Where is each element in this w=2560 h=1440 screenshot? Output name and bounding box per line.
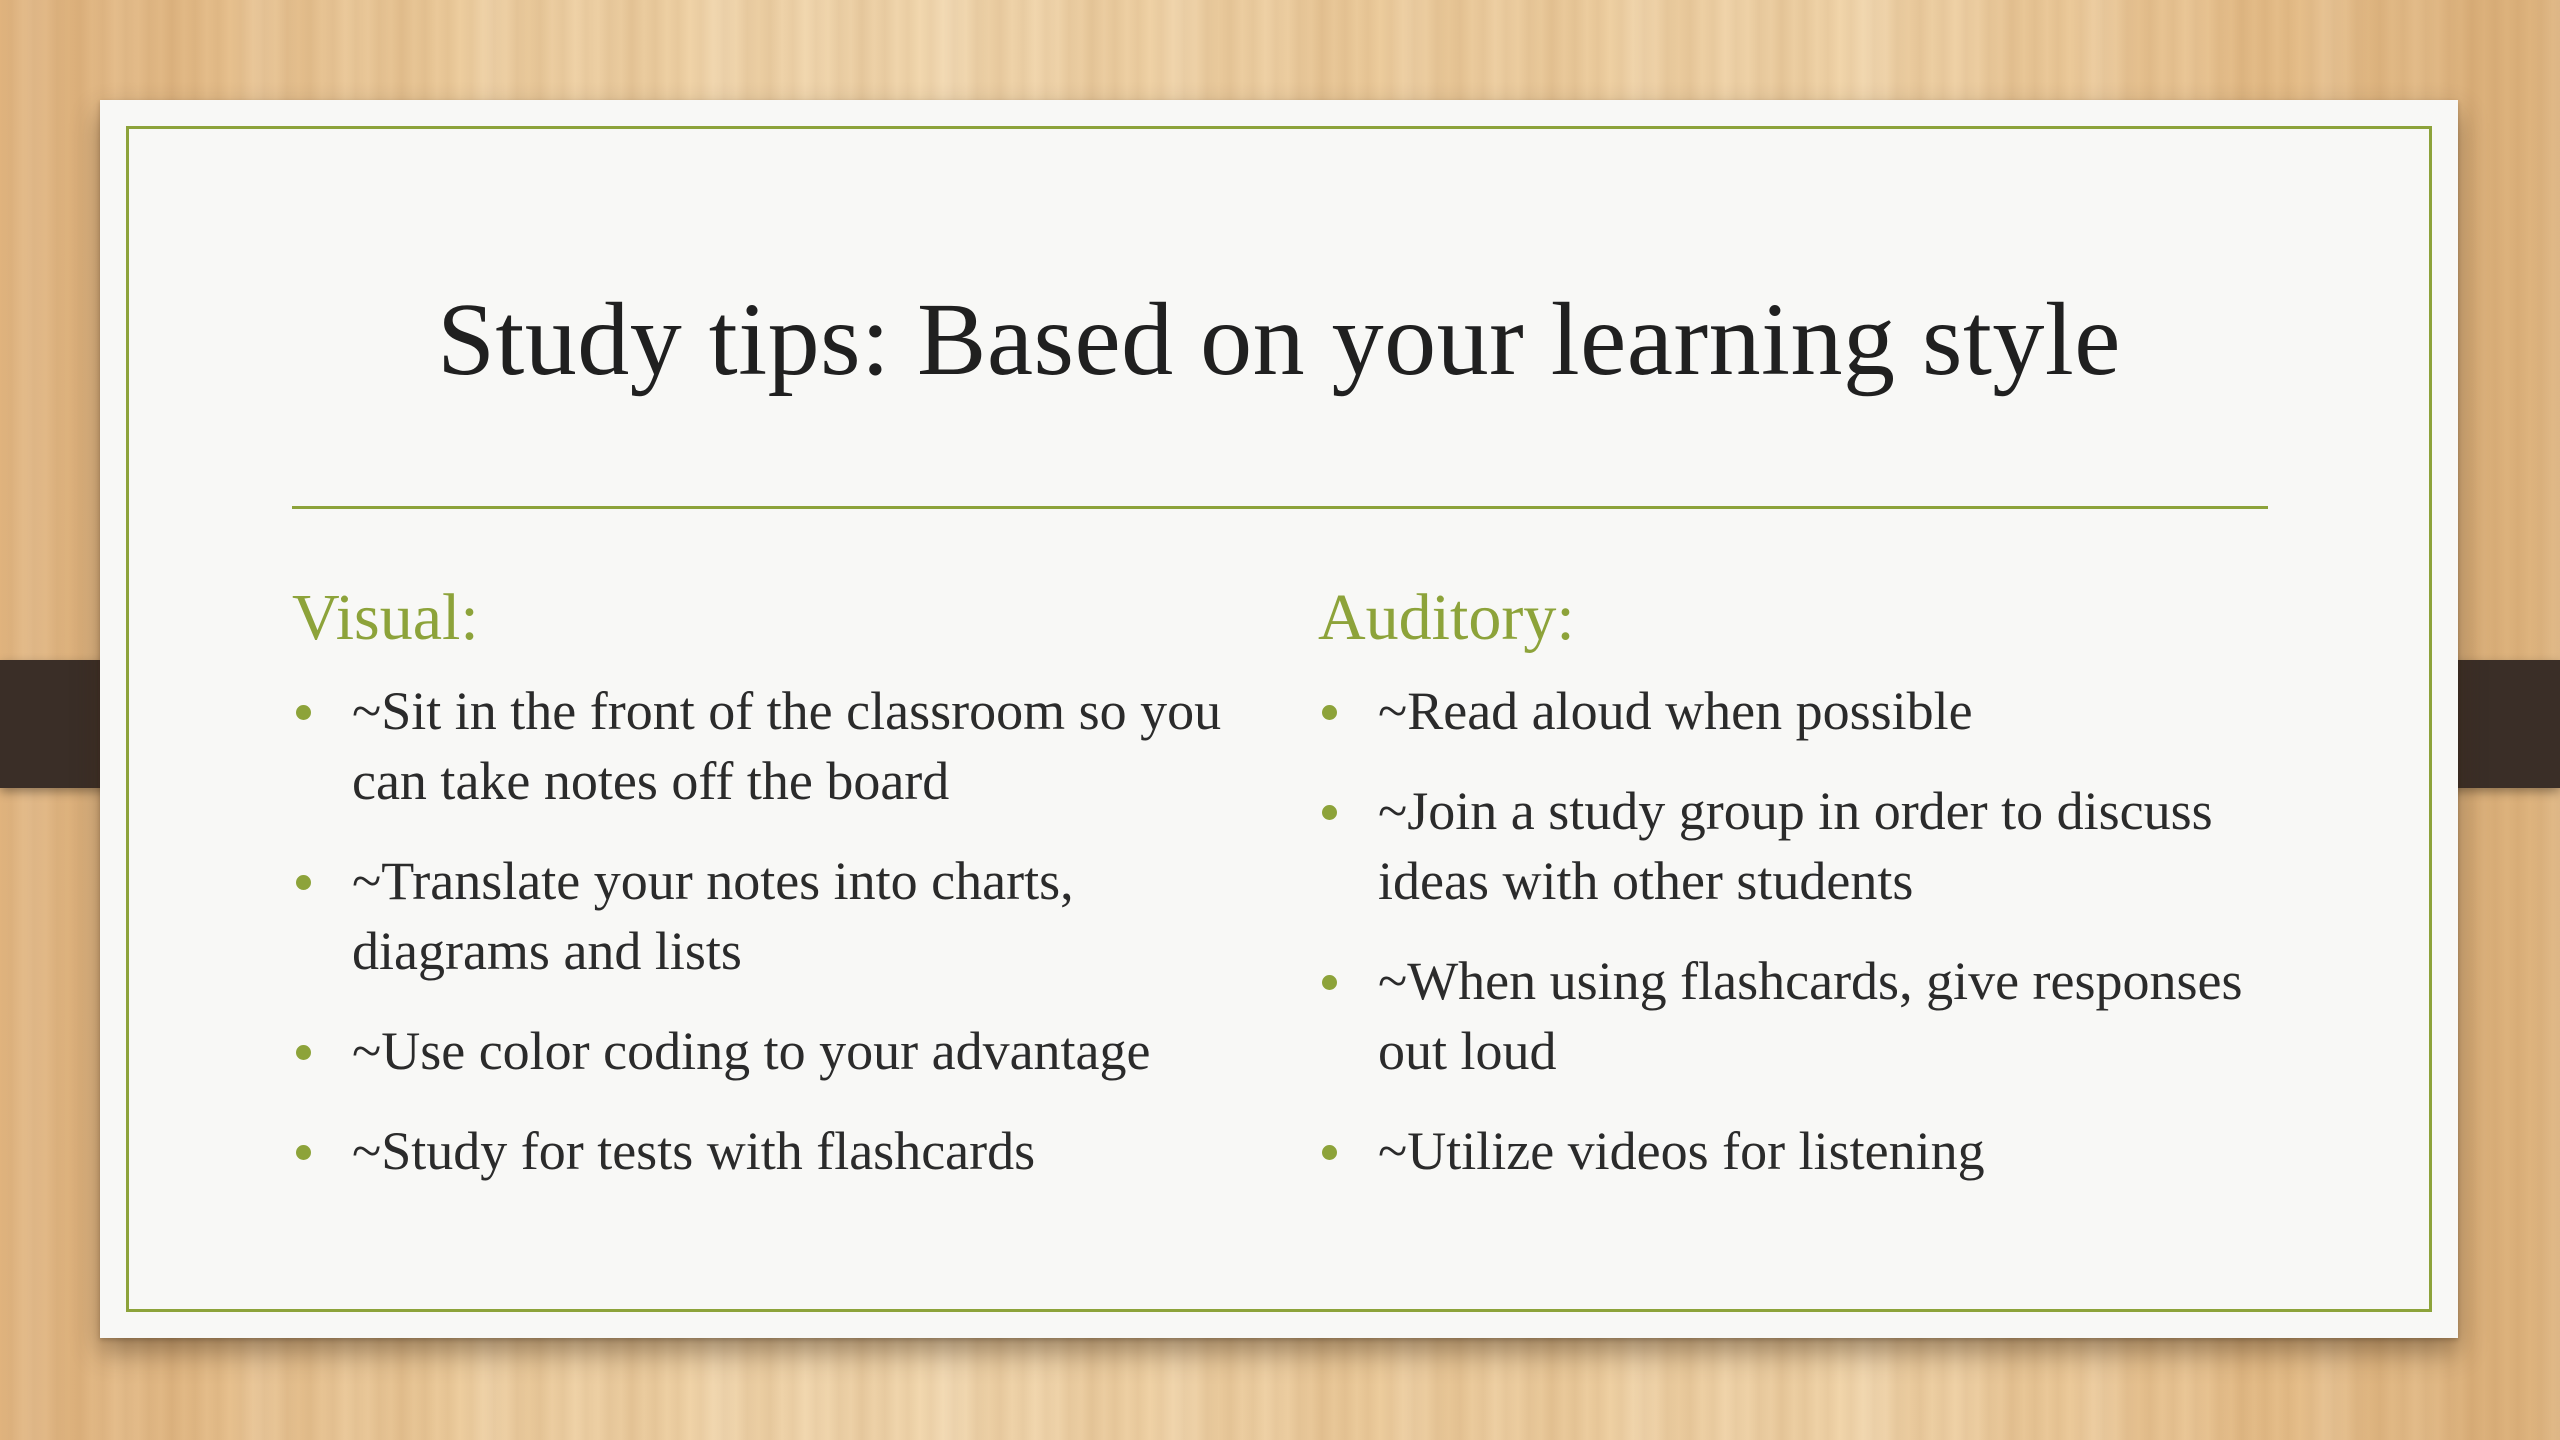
bullet-dot-icon bbox=[296, 1145, 311, 1160]
tip-text: ~Translate your notes into charts, diagrams and lists bbox=[352, 851, 1074, 981]
tip-text: ~Study for tests with flashcards bbox=[352, 1121, 1036, 1181]
visual-column bbox=[292, 580, 1252, 1216]
auditory-column bbox=[1318, 580, 2278, 1216]
visual-heading: Visual: bbox=[292, 581, 479, 654]
list-item bbox=[1318, 1116, 2278, 1186]
visual-tips-list bbox=[292, 676, 1252, 1186]
bullet-dot-icon bbox=[296, 875, 311, 890]
list-item bbox=[1318, 676, 2278, 746]
bullet-dot-icon bbox=[296, 705, 311, 720]
bullet-dot-icon bbox=[1322, 1145, 1337, 1160]
slide-title: Study tips: Based on your learning style bbox=[437, 282, 2121, 397]
list-item bbox=[292, 846, 1252, 986]
tip-text: ~Use color coding to your advantage bbox=[352, 1021, 1151, 1081]
list-item bbox=[292, 1016, 1252, 1086]
tip-text: ~Read aloud when possible bbox=[1378, 681, 1973, 741]
list-item bbox=[292, 1116, 1252, 1186]
list-item bbox=[292, 676, 1252, 816]
tip-text: ~Sit in the front of the classroom so you can take notes off the board bbox=[352, 681, 1222, 811]
list-item bbox=[1318, 776, 2278, 916]
tip-text: ~Join a study group in order to discuss ideas with other students bbox=[1378, 781, 2213, 911]
bullet-dot-icon bbox=[1322, 805, 1337, 820]
bullet-dot-icon bbox=[296, 1045, 311, 1060]
bullet-dot-icon bbox=[1322, 975, 1337, 990]
bullet-dot-icon bbox=[1322, 705, 1337, 720]
auditory-heading: Auditory: bbox=[1318, 581, 1575, 654]
tip-text: ~When using flashcards, give responses out loud bbox=[1378, 951, 2243, 1081]
auditory-tips-list bbox=[1318, 676, 2278, 1186]
tip-text: ~Utilize videos for listening bbox=[1378, 1121, 1985, 1181]
list-item bbox=[1318, 946, 2278, 1086]
title-divider bbox=[292, 506, 2268, 509]
slide-card bbox=[100, 100, 2458, 1338]
